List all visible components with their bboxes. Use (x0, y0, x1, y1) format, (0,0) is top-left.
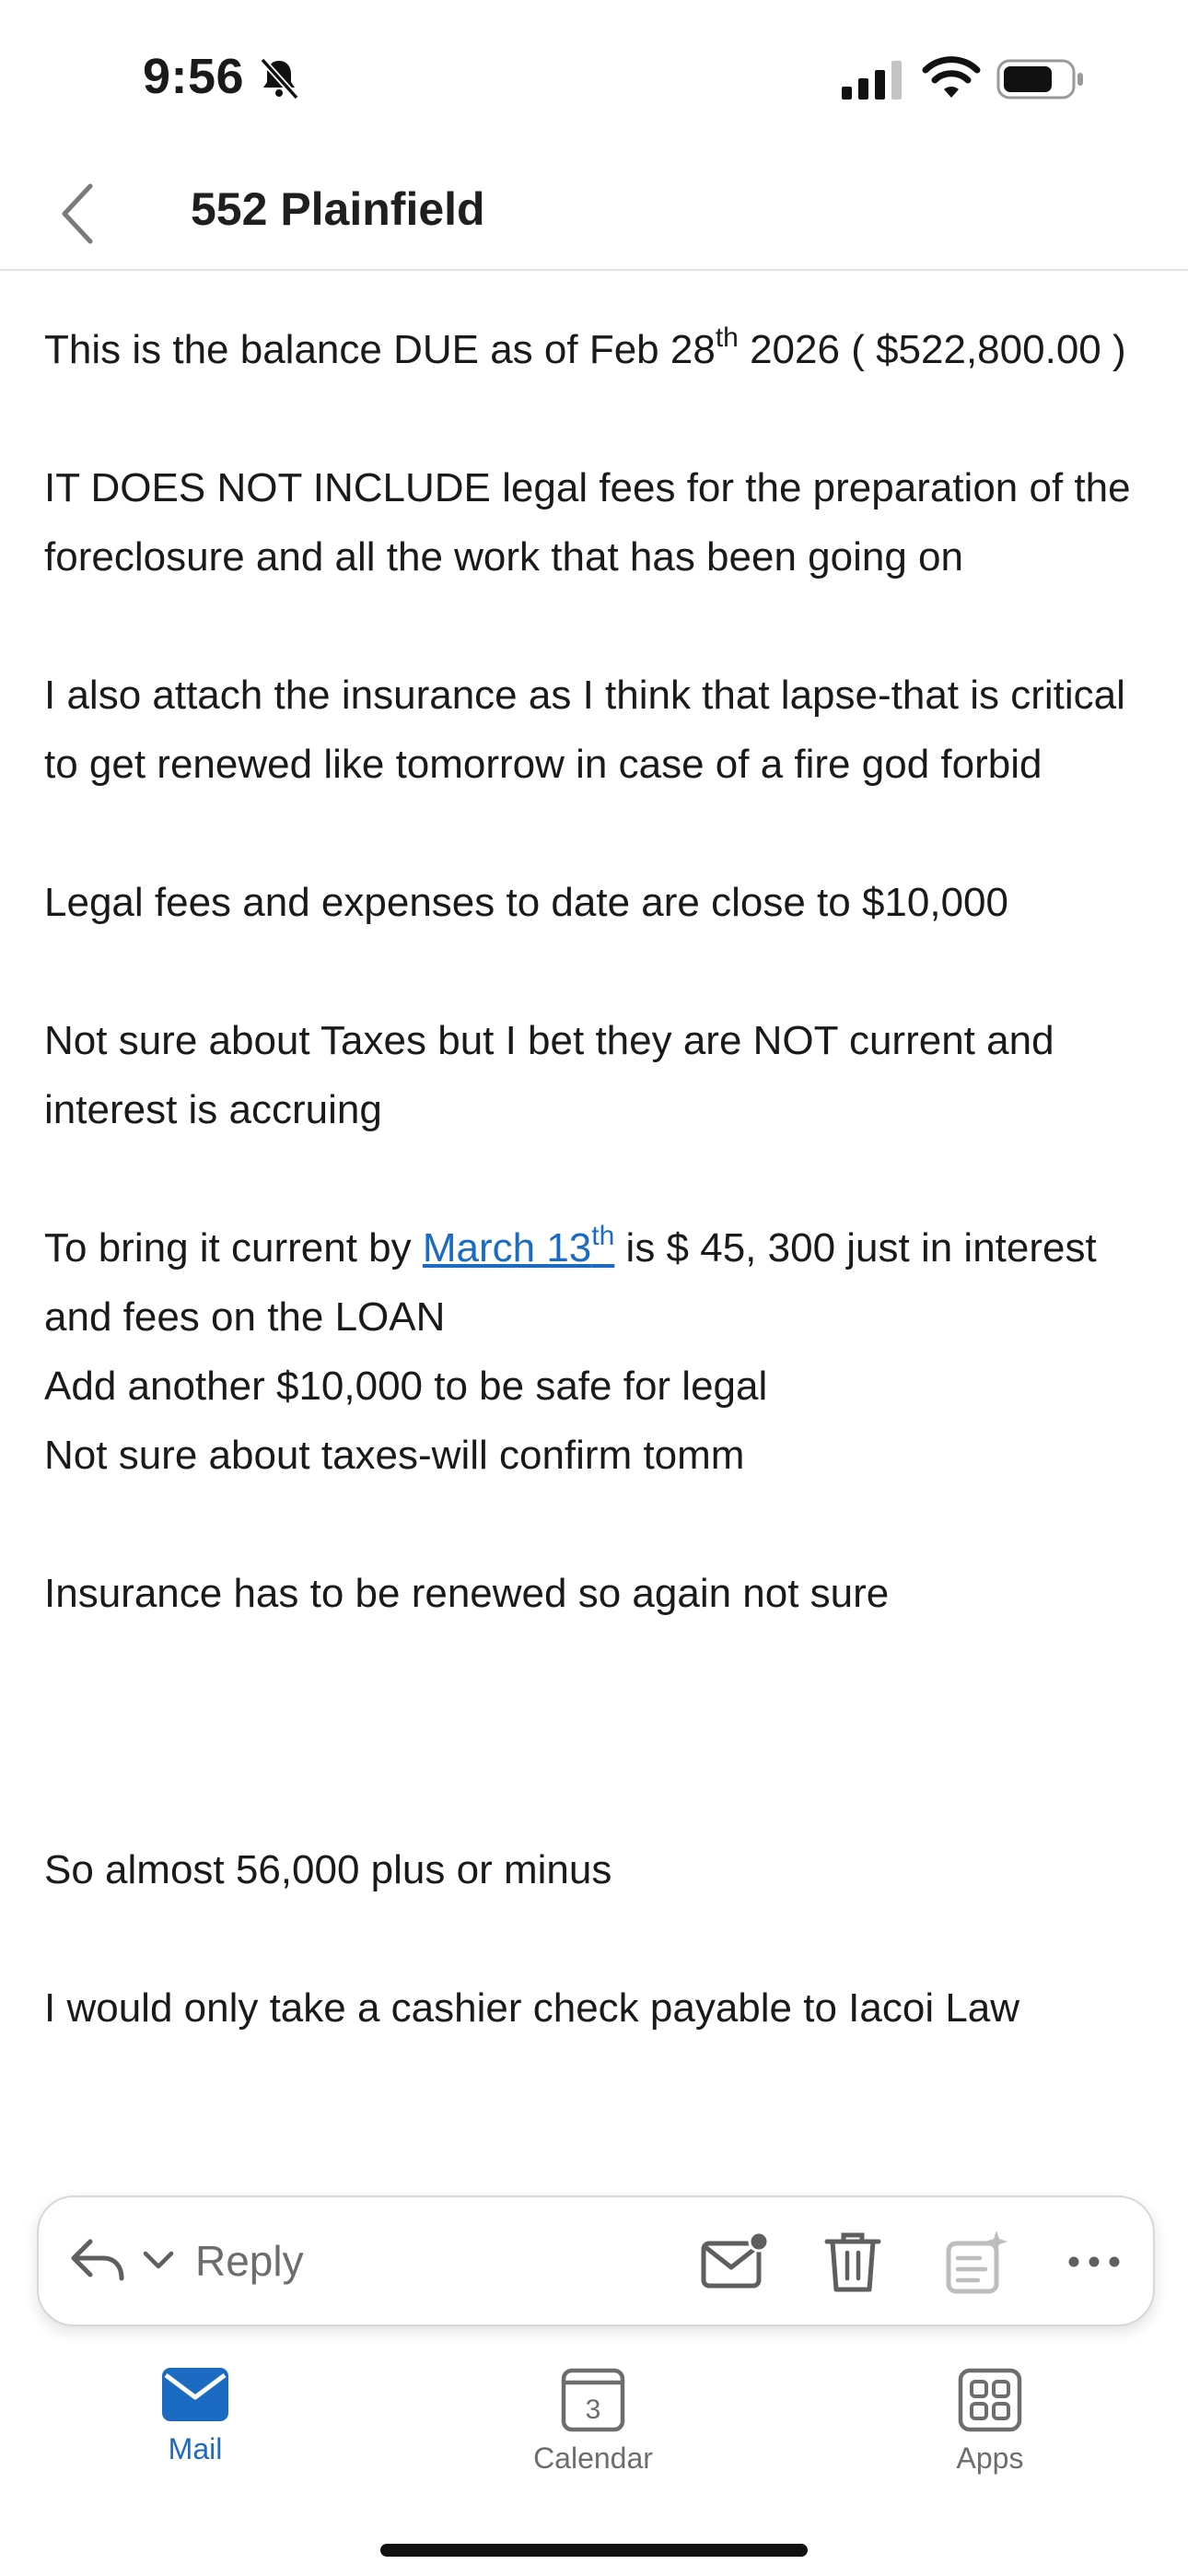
calendar-day-number: 3 (585, 2395, 601, 2425)
battery-icon (996, 57, 1085, 101)
tab-calendar[interactable] (492, 2366, 694, 2476)
reply-button-label[interactable]: Reply (195, 2237, 304, 2285)
tab-mail[interactable] (94, 2366, 297, 2466)
tab-label: Calendar (533, 2441, 653, 2475)
bell-slash-icon (256, 55, 302, 101)
message-paragraph: To bring it current by March 13th is $ 45, 300 just in interest and fees on the LOAN (44, 1221, 1097, 1340)
status-bar (0, 0, 1188, 157)
reply-icon[interactable] (68, 2232, 127, 2288)
message-line: Add another $10,000 to be safe for legal (44, 1364, 768, 1409)
status-time: 9:56 (143, 49, 245, 104)
chevron-left-icon[interactable] (55, 177, 101, 251)
home-indicator[interactable] (380, 2544, 808, 2557)
message-body (44, 315, 1149, 2195)
tab-apps[interactable] (889, 2366, 1091, 2476)
tab-label: Mail (168, 2432, 223, 2465)
reply-toolbar (37, 2195, 1155, 2326)
message-paragraph: This is the balance DUE as of Feb 28th 2026 ( $522,800.00 ) (44, 322, 1126, 372)
message-header (0, 157, 1188, 271)
message-paragraph: IT DOES NOT INCLUDE legal fees for the preparation of the foreclosure and all the work that has been going on (44, 465, 1131, 580)
date-link[interactable]: March 13th (422, 1221, 615, 1270)
ai-summary-icon[interactable] (943, 2229, 1013, 2295)
message-paragraph: I also attach the insurance as I think that lapse-that is critical to get renewed like tomorrow in case of a fire god forbid (44, 673, 1125, 787)
calendar-icon (561, 2366, 625, 2432)
message-paragraph: Not sure about Taxes but I bet they are NOT current and interest is accruing (44, 1018, 1054, 1132)
message-paragraph: Insurance has to be renewed so again not sure (44, 1571, 890, 1616)
trash-icon[interactable] (823, 2229, 882, 2295)
message-paragraph: So almost 56,000 plus or minus (44, 1847, 612, 1892)
mark-unread-icon[interactable] (700, 2231, 772, 2291)
apps-grid-icon (958, 2366, 1022, 2432)
tab-label: Apps (956, 2441, 1024, 2475)
more-icon[interactable] (1066, 2245, 1122, 2278)
chevron-down-icon[interactable] (140, 2242, 177, 2278)
cellular-signal-icon (840, 61, 904, 100)
page-title: 552 Plainfield (191, 183, 485, 235)
wifi-icon (921, 55, 982, 101)
message-line: Not sure about taxes-will confirm tomm (44, 1433, 745, 1478)
message-paragraph: I would only take a cashier check payable to Iacoi Law (44, 1985, 1020, 2031)
mail-icon (160, 2366, 230, 2423)
message-paragraph: Legal fees and expenses to date are close to $10,000 (44, 880, 1008, 925)
